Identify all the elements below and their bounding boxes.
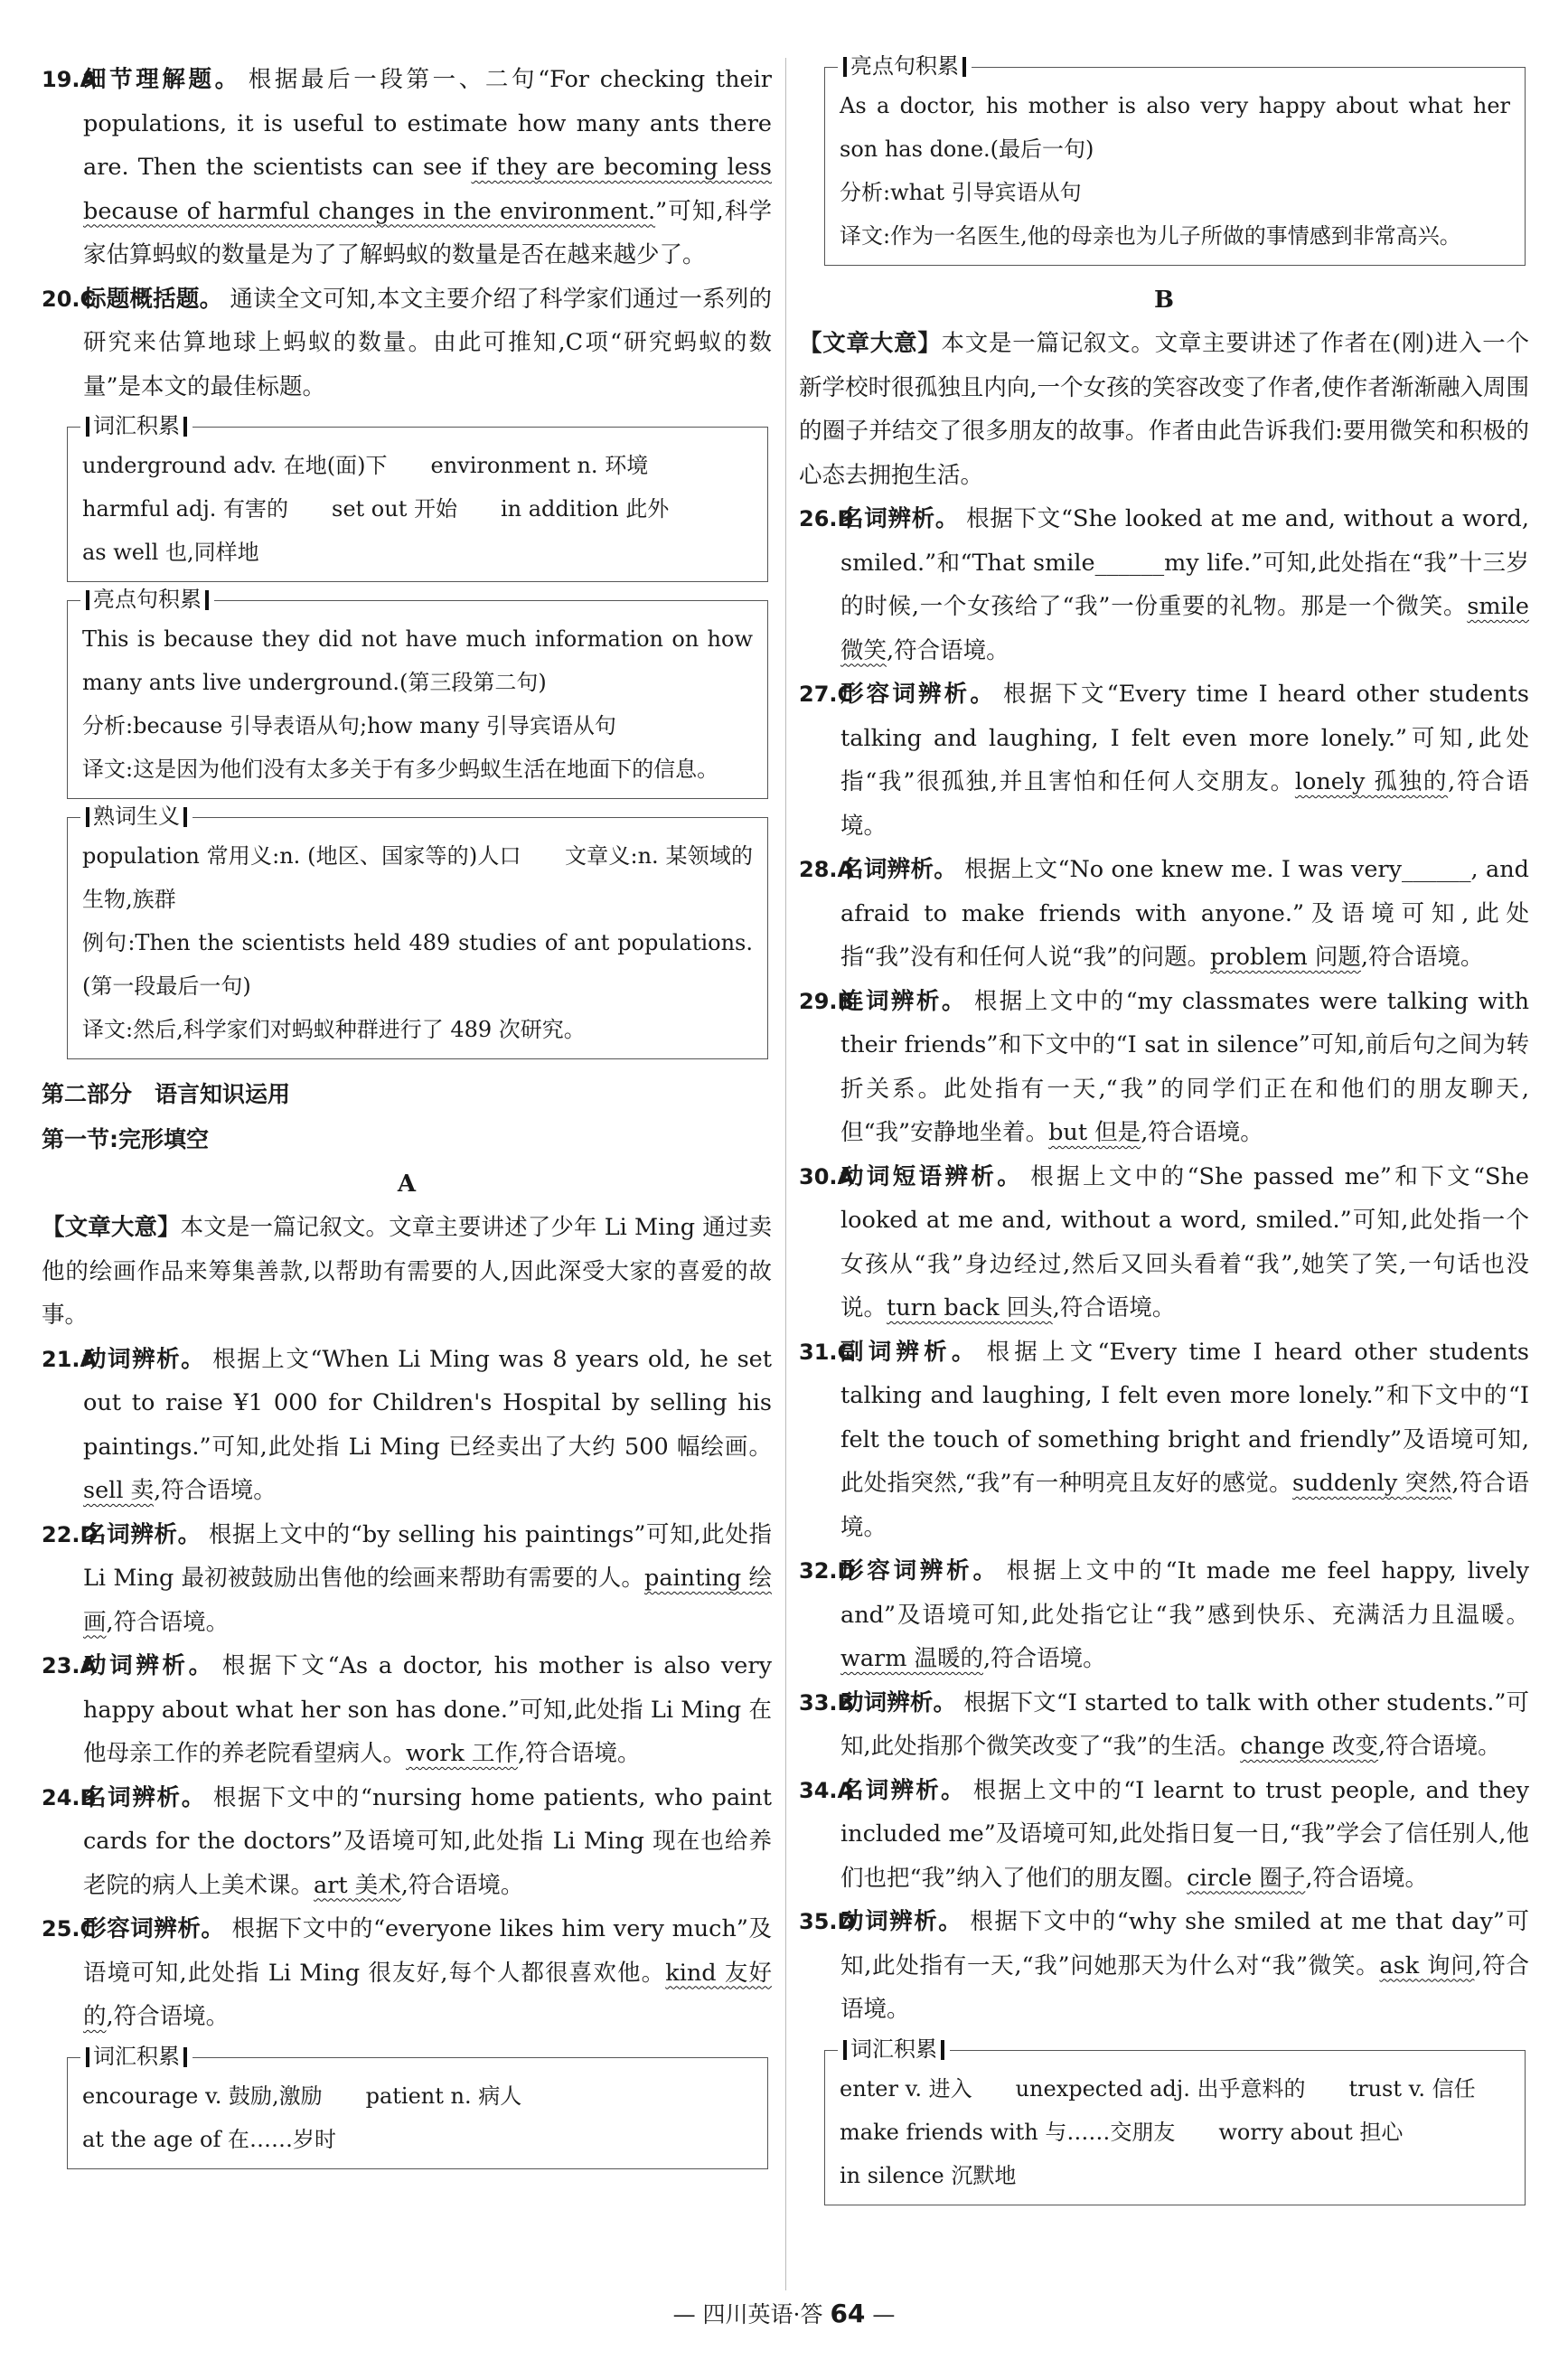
question-number: 28.A bbox=[799, 857, 855, 882]
explanation-tail: ,符合语境。 bbox=[106, 2003, 230, 2030]
explanation: 根据下文“As a doctor, his mother is also very happy about what her son has done.”可知,此处指 Li Ming 在他母亲工作的养老院看望病人。 bbox=[83, 1652, 772, 1767]
highlight-sentence: This is because they did not have much information on how many ants live underground.(第三段第二句) bbox=[82, 626, 753, 695]
section-title: 第一节:完形填空 bbox=[42, 1126, 209, 1152]
word-meaning: population 常用义:n. (地区、国家等的)人口 文章义:n. 某领域的生物,族群 bbox=[82, 843, 753, 912]
question-19 bbox=[42, 58, 772, 277]
explanation-tail: ,符合语境。 bbox=[517, 1740, 641, 1767]
footer-label: — 四川英语·答 bbox=[672, 2301, 831, 2327]
question-number: 31.C bbox=[799, 1339, 854, 1365]
explanation: 根据上文中的“It made me feel happy, lively and”及语境可知,此处指它让“我”感到快乐、充满活力且温暖。 bbox=[840, 1557, 1529, 1629]
explanation: 根据下文“Every time I heard other students talking and laughing, I felt even more lonely.”可知,此处指“我”很孤独,并且害怕和任何人交朋友。 bbox=[840, 681, 1529, 795]
explanation: 根据上文中的“I learnt to trust people, and they included me”及语境可知,此处指日复一日,“我”学会了信任别人,他们也把“我”纳入了他们的朋友圈。 bbox=[840, 1776, 1529, 1892]
question-type: 动词短语辨析。 bbox=[840, 1162, 1024, 1190]
page-number: 64 bbox=[830, 2299, 866, 2328]
question-number: 34.A bbox=[799, 1777, 855, 1803]
question-number: 35.D bbox=[799, 1909, 856, 1934]
vocab-line: encourage v. 鼓励,激励 patient n. 病人 bbox=[82, 2083, 522, 2109]
explanation: 根据下文“She looked at me and, without a word, smiled.”和“That smile______my life.”可知,此处指在“我”十三岁的时候,一个女孩给了“我”一份重要的礼物。那是一个微笑。 bbox=[840, 505, 1529, 620]
highlight-translation: 译文:作为一名医生,他的母亲也为儿子所做的事情感到非常高兴。 bbox=[840, 223, 1461, 249]
highlight-analysis: 分析:because 引导表语从句;how many 引导宾语从句 bbox=[82, 713, 616, 738]
vocab-line: harmful adj. 有害的 set out 开始 in addition 此外 bbox=[82, 496, 670, 522]
answer-word: painting 绘画 bbox=[83, 1565, 772, 1636]
answer-word: art 美术 bbox=[314, 1871, 401, 1899]
answer-word: suddenly 突然 bbox=[1292, 1470, 1452, 1497]
question-number: 32.D bbox=[799, 1558, 856, 1584]
explanation: 根据上文中的“by selling his paintings”可知,此处指 Li Ming 最初被鼓励出售他的绘画来帮助有需要的人。 bbox=[83, 1520, 772, 1592]
summary-a bbox=[42, 1206, 772, 1338]
explanation: 根据下文中的“everyone likes him very much”及语境可知,此处指 Li Ming 很友好,每个人都很喜欢他。 bbox=[83, 1915, 772, 1987]
question-type: 形容词辨析。 bbox=[83, 1915, 225, 1942]
explanation: 根据下文中的“why she smiled at me that day”可知,此处指有一天,“我”问她那天为什么对“我”微笑。 bbox=[840, 1908, 1529, 1979]
question-number: 26.B bbox=[799, 506, 854, 531]
question-21 bbox=[42, 1338, 772, 1513]
explanation-tail: ,符合语境。 bbox=[1305, 1864, 1428, 1892]
highlight-sentence: As a doctor, his mother is also very happy about what her son has done.(最后一句) bbox=[840, 93, 1510, 162]
highlight-translation: 译文:这是因为他们没有太多关于有多少蚂蚁生活在地面下的信息。 bbox=[82, 757, 719, 782]
explanation-tail: ,符合语境。 bbox=[840, 1470, 1530, 1541]
question-28 bbox=[799, 848, 1529, 980]
explanation-tail: ,符合语境。 bbox=[106, 1608, 230, 1636]
question-34 bbox=[799, 1769, 1529, 1901]
answer-word: kind 友好的 bbox=[83, 1959, 772, 2030]
answer-word: problem 问题 bbox=[1210, 944, 1361, 971]
question-32 bbox=[799, 1549, 1529, 1681]
question-type: 名词辨析。 bbox=[83, 1783, 206, 1811]
question-number: 23.A bbox=[42, 1653, 98, 1678]
explanation: 根据上文“Every time I heard other students talking and laughing, I felt even more lonely.”和下文中的“I felt the touch of something bright and friendly”及语境可知,此处指突然,“我”有一种明亮且友好的感觉。 bbox=[840, 1338, 1529, 1497]
question-20 bbox=[42, 277, 772, 409]
box-title: 亮点句积累 bbox=[838, 52, 972, 80]
answer-word: change 改变 bbox=[1240, 1733, 1379, 1760]
question-type: 名词辨析。 bbox=[840, 1776, 966, 1804]
question-27 bbox=[799, 672, 1529, 848]
familiar-word-box bbox=[67, 804, 768, 1059]
question-33 bbox=[799, 1681, 1529, 1769]
question-number: 25.C bbox=[42, 1916, 97, 1942]
question-number: 27.C bbox=[799, 682, 854, 707]
question-22 bbox=[42, 1513, 772, 1645]
box-title: 词汇积累 bbox=[80, 412, 192, 439]
question-type: 动词辨析。 bbox=[83, 1345, 206, 1373]
question-35 bbox=[799, 1900, 1529, 2032]
summary-text: 本文是一篇记叙文。文章主要讲述了作者在(刚)进入一个新学校时很孤独且内向,一个女孩的笑容改变了作者,使作者渐渐融入周围的圈子并结交了很多朋友的故事。作者由此告诉我们:要用微笑和积极的心态去拥抱生活。 bbox=[799, 330, 1529, 489]
question-type: 连词辨析。 bbox=[840, 987, 967, 1015]
explanation: 根据下文“I started to talk with other students.”可知,此处指那个微笑改变了“我”的生活。 bbox=[840, 1688, 1529, 1760]
explanation-tail: ,符合语境。 bbox=[840, 1951, 1529, 2023]
explanation: 根据上文“When Li Ming was 8 years old, he set out to raise ¥1 000 for Children's Hospital by selling his paintings.”可知,此处指 Li Ming 已经卖出了大约 500 幅绘画。 bbox=[83, 1345, 772, 1461]
vocab-box-1 bbox=[67, 413, 768, 582]
question-type: 名词辨析。 bbox=[840, 505, 960, 532]
highlight-analysis: 分析:what 引导宾语从句 bbox=[840, 180, 1082, 205]
question-number: 22.D bbox=[42, 1521, 99, 1547]
summary-b bbox=[799, 322, 1529, 497]
box-title: 熟词生义 bbox=[80, 803, 192, 830]
question-30 bbox=[799, 1155, 1529, 1331]
explanation-tail: ,符合语境。 bbox=[154, 1477, 277, 1504]
vocab-box-3 bbox=[824, 2036, 1526, 2205]
passage-letter-b: B bbox=[1154, 287, 1174, 314]
question-25 bbox=[42, 1907, 772, 2039]
question-24 bbox=[42, 1776, 772, 1908]
vocab-line: at the age of 在……岁时 bbox=[82, 2126, 336, 2152]
vocab-line: make friends with 与……交朋友 worry about 担心 bbox=[840, 2119, 1404, 2145]
question-23 bbox=[42, 1644, 772, 1776]
question-number: 24.B bbox=[42, 1784, 97, 1810]
box-title: 亮点句积累 bbox=[80, 586, 214, 613]
question-number: 30.A bbox=[799, 1163, 855, 1190]
highlight-box-1 bbox=[67, 587, 768, 799]
explanation-tail: ,符合语境。 bbox=[1052, 1294, 1176, 1321]
vocab-line: underground adv. 在地(面)下 environment n. 环境 bbox=[82, 453, 649, 478]
explanation-tail: ”可知,科学家估算蚂蚁的数量是为了了解蚂蚁的数量是否在越来越少了。 bbox=[83, 197, 772, 268]
box-title: 词汇积累 bbox=[80, 2043, 192, 2070]
left-column bbox=[42, 58, 772, 2182]
answer-word: smile 微笑 bbox=[840, 593, 1529, 664]
footer-end: — bbox=[865, 2301, 896, 2327]
explanation-tail: ,符合语境。 bbox=[840, 768, 1529, 840]
answer-word: but 但是 bbox=[1048, 1119, 1141, 1146]
vocab-box-2 bbox=[67, 2043, 768, 2169]
question-number: 20.C bbox=[42, 286, 97, 312]
explanation-tail: ,符合语境。 bbox=[1378, 1733, 1501, 1760]
question-type: 动词辨析。 bbox=[83, 1652, 215, 1679]
answer-word: warm 温暖的 bbox=[840, 1645, 984, 1672]
column-divider bbox=[785, 58, 786, 2290]
explanation: 根据上文“No one knew me. I was very______, and afraid to make friends with anyone.”及语境可知,此处指“我”没有和任何人说“我”的问题。 bbox=[840, 856, 1529, 971]
answer-word: work 工作 bbox=[406, 1740, 518, 1767]
question-type: 细节理解题。 bbox=[83, 66, 241, 93]
explanation-tail: ,符合语境。 bbox=[983, 1645, 1106, 1672]
summary-tag: 【文章大意】 bbox=[799, 330, 942, 357]
part-title: 第二部分 语言知识运用 bbox=[42, 1081, 291, 1107]
question-type: 名词辨析。 bbox=[840, 856, 958, 883]
key-sentence: if they are becoming less because of harmful changes in the environment. bbox=[83, 154, 772, 225]
question-29 bbox=[799, 980, 1529, 1155]
example-translation: 译文:然后,科学家们对蚂蚁种群进行了 489 次研究。 bbox=[82, 1017, 586, 1042]
question-number: 33.B bbox=[799, 1689, 854, 1716]
question-type: 副词辨析。 bbox=[840, 1338, 980, 1366]
vocab-line: as well 也,同样地 bbox=[82, 540, 259, 565]
explanation-tail: ,符合语境。 bbox=[400, 1871, 524, 1899]
vocab-line: in silence 沉默地 bbox=[840, 2162, 1017, 2188]
explanation: 根据上文中的“my classmates were talking with their friends”和下文中的“I sat in silence”可知,前后句之间为转折关系。此处指有一天,“我”的同学们正在和他们的朋友聊天,但“我”安静地坐着。 bbox=[840, 987, 1529, 1146]
explanation-tail: ,符合语境。 bbox=[887, 636, 1009, 664]
passage-letter-a: A bbox=[397, 1171, 417, 1198]
explanation: 根据最后一段第一、二句“For checking their populations, it is useful to estimate how many ants there are. Then the scientists can see bbox=[83, 66, 772, 181]
question-type: 形容词辨析。 bbox=[840, 1557, 1000, 1584]
highlight-box-2 bbox=[824, 53, 1526, 266]
question-number: 21.A bbox=[42, 1346, 98, 1372]
explanation-tail: ,符合语境。 bbox=[1360, 944, 1484, 971]
vocab-line: enter v. 进入 unexpected adj. 出乎意料的 trust v. 信任 bbox=[840, 2075, 1476, 2102]
explanation: 通读全文可知,本文主要介绍了科学家们通过一系列的研究来估算地球上蚂蚁的数量。由此可推知,C项“研究蚂蚁的数量”是本文的最佳标题。 bbox=[83, 285, 772, 400]
answer-word: lonely 孤独的 bbox=[1294, 768, 1449, 795]
question-type: 名词辨析。 bbox=[83, 1520, 202, 1548]
question-31 bbox=[799, 1331, 1529, 1550]
answer-word: circle 圈子 bbox=[1187, 1864, 1306, 1892]
summary-text: 本文是一篇记叙文。文章主要讲述了少年 Li Ming 通过卖他的绘画作品来筹集善款,以帮助有需要的人,因此深受大家的喜爱的故事。 bbox=[42, 1214, 772, 1329]
explanation: 根据下文中的“nursing home patients, who paint cards for the doctors”及语境可知,此处指 Li Ming 现在也给养老院的病人上美术课。 bbox=[83, 1783, 772, 1899]
question-26 bbox=[799, 497, 1529, 672]
question-number: 19.A bbox=[42, 67, 98, 92]
box-title: 词汇积累 bbox=[838, 2036, 950, 2063]
explanation-tail: ,符合语境。 bbox=[1141, 1119, 1263, 1146]
question-number: 29.B bbox=[799, 988, 854, 1014]
page-footer bbox=[0, 2296, 1568, 2333]
answer-word: sell 卖 bbox=[83, 1477, 155, 1504]
right-column bbox=[799, 53, 1530, 2218]
summary-tag: 【文章大意】 bbox=[42, 1214, 181, 1241]
explanation: 根据上文中的“She passed me”和下文“She looked at me and, without a word, smiled.”可知,此处指一个女孩从“我”身边经过,然后又回头看着“我”,她笑了笑,一句话也没说。 bbox=[840, 1162, 1529, 1321]
question-type: 动词辨析。 bbox=[840, 1908, 963, 1935]
question-type: 标题概括题。 bbox=[83, 285, 223, 313]
example-sentence: 例句:Then the scientists held 489 studies of ant populations.(第一段最后一句) bbox=[82, 930, 753, 999]
answer-word: turn back 回头 bbox=[887, 1294, 1053, 1321]
question-type: 动词辨析。 bbox=[840, 1688, 957, 1716]
question-type: 形容词辨析。 bbox=[840, 681, 997, 708]
answer-word: ask 询问 bbox=[1379, 1951, 1475, 1979]
